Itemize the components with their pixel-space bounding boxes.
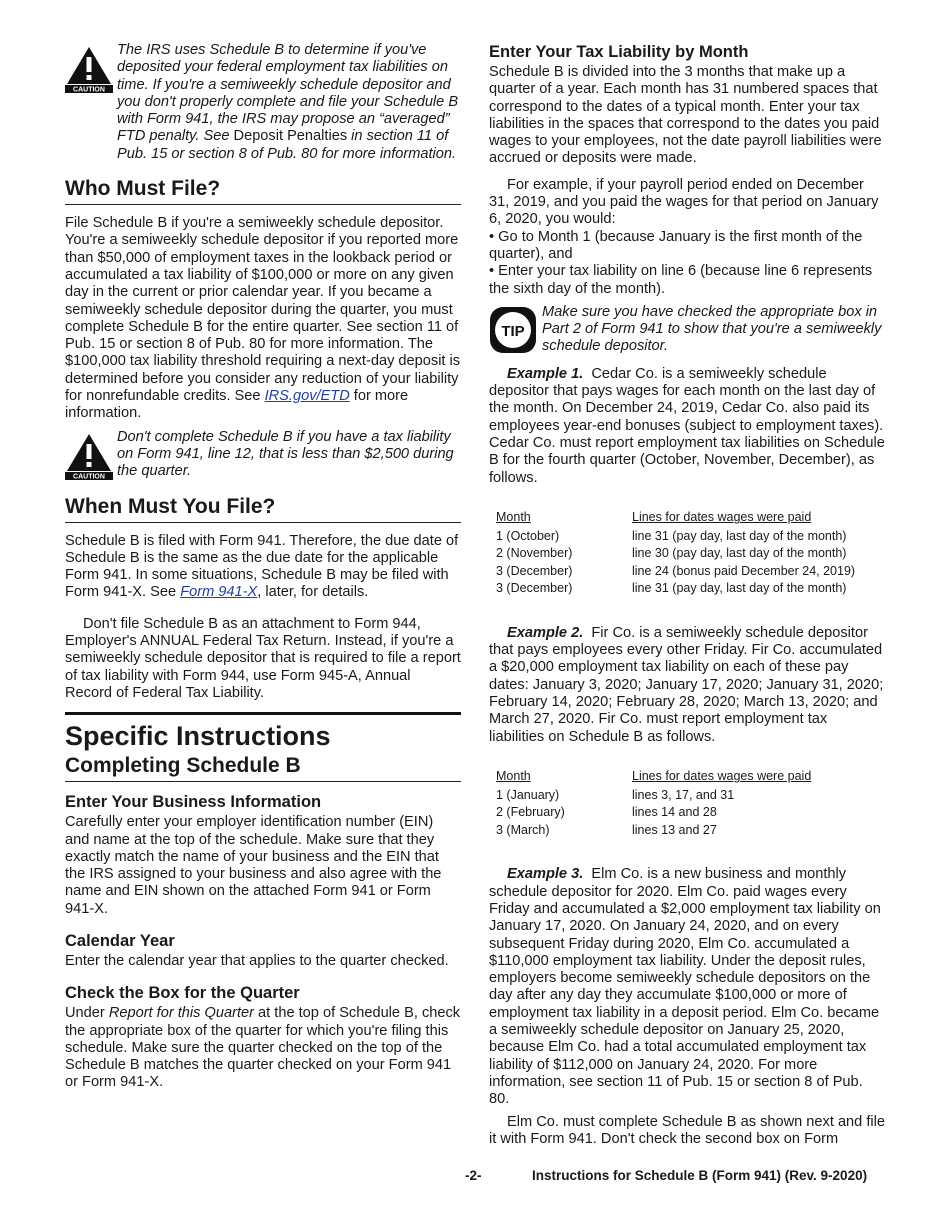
example-3-followup: Elm Co. must complete Schedule B as shown next and file it with Form 941. Don't check the second box on Form	[489, 1113, 886, 1147]
example-2-text: Example 2. Fir Co. is a semiweekly schedule depositor that pays employees every other Friday. Fir Co. accumulated a $20,000 employment tax liability on each of these pay dates: January 3, 2020; January 17, 2020; January 31, 2020; February 14, 2020; February 28, 2020; March 13, 2020; and March 27, 2020. Fir Co. must report employment tax liabilities on Schedule B as follows.	[489, 624, 884, 745]
caution-icon	[65, 45, 113, 93]
tax-liability-text: Schedule B is divided into the 3 months that make up a quarter of a year. Each month has 31 numbered spaces that correspond to the dates of a typical month. Enter your tax liabilities in the spaces that correspond to the dates you paid wages to your employees, not the date payroll liabilities were accrued or deposits were made.	[489, 64, 882, 167]
caution-icon	[65, 432, 113, 480]
table-row: 1 (January) lines 3, 17, and 31	[496, 787, 735, 802]
table-header: Month	[496, 510, 531, 525]
when-must-file-heading: When Must You File?	[65, 495, 461, 523]
form-941x-link[interactable]: Form 941-X	[180, 584, 258, 601]
example-1-text: Example 1. Cedar Co. is a semiweekly schedule depositor that pays wages for each month on the last day of the month. On December 24, 2019, Cedar Co. also paid its employees year-end bonuses (subject to employment taxes). Cedar Co. must report employment tax liabilities on Schedule B for the fourth quarter (October, November, December), as follows.	[489, 365, 885, 486]
svg-text:TIP: TIP	[501, 322, 525, 340]
business-info-heading: Enter Your Business Information	[65, 793, 322, 812]
left-column	[65, 42, 461, 1092]
bullet-icon: •	[489, 228, 495, 245]
caution-text: The IRS uses Schedule B to determine if you've deposited your federal employment tax liabilities on time. If you're a semiweekly schedule depositor and you don't properly complete and file your Schedule B with Form 941, the IRS may propose an “averaged” FTD penalty. See Deposit Penalties in section 11 of Pub. 15 or section 8 of Pub. 80 for more information.	[117, 42, 459, 162]
table-row: 2 (November) line 30 (pay day, last day of the month)	[496, 546, 847, 561]
page-number: -2-	[465, 1168, 482, 1183]
table-row: 1 (October) line 31 (pay day, last day of the month)	[496, 528, 847, 543]
example-2-label: Example 2.	[507, 624, 584, 641]
calendar-year-text: Enter the calendar year that applies to the quarter checked.	[65, 952, 449, 969]
table-header: Lines for dates wages were paid	[632, 510, 812, 525]
form-944-text: Don't file Schedule B as an attachment to Form 944, Employer's ANNUAL Federal Tax Return. Instead, if you're a semiweekly schedule depositor that is required to file a report of tax liability with Form 944, use Form 945-A, Annual Record of Federal Tax Liability.	[65, 615, 461, 701]
table-header: Month	[496, 769, 531, 784]
tip-text: Make sure you have checked the appropriate box in Part 2 of Form 941 to show that you're a semiweekly schedule depositor.	[542, 303, 882, 355]
bullet-item: • Go to Month 1 (because January is the first month of the quarter), and	[489, 228, 863, 262]
for-example-text: For example, if your payroll period ended on December 31, 2019, and you paid the wages for that period on January 6, 2020, you would:	[489, 176, 879, 228]
tip-icon	[489, 306, 537, 354]
example-3-label: Example 3.	[507, 866, 584, 883]
bullet-item: • Enter your tax liability on line 6 (because line 6 represents the sixth day of the month).	[489, 263, 873, 297]
table-row: 3 (December) line 24 (bonus paid December 24, 2019)	[496, 563, 856, 578]
table-row: 3 (December) line 31 (pay day, last day of the month)	[496, 581, 847, 596]
who-must-file-heading: Who Must File?	[65, 177, 461, 205]
tax-liability-heading: Enter Your Tax Liability by Month	[489, 43, 749, 61]
when-must-file-text: Schedule B is filed with Form 941. Therefore, the due date of Schedule B is the same as the due date for the applicable Form 941. In some situations, Schedule B may be filed with Form 941-X. See Form 941-X, later, for details.	[65, 532, 459, 601]
table-row: 3 (March) lines 13 and 27	[496, 822, 717, 837]
document-title: Instructions for Schedule B (Form 941) (Rev. 9-2020)	[532, 1168, 868, 1183]
completing-schedule-b-heading: Completing Schedule B	[65, 754, 461, 782]
table-header: Lines for dates wages were paid	[632, 769, 812, 784]
business-info-text: Carefully enter your employer identification number (EIN) and name at the top of the schedule. Make sure that they exactly match the name of your business and the EIN that the IRS assigned to your business and also agree with the name and EIN shown on the attached Form 941 or Form 941-X.	[65, 814, 442, 917]
bullet-icon: •	[489, 263, 495, 280]
right-column	[489, 42, 886, 1148]
who-must-file-text: File Schedule B if you're a semiweekly schedule depositor. You're a semiweekly schedule depositor if you reported more than $50,000 of employment taxes in the lookback period or accumulated a tax liability of $100,000 or more on any given day in the current or prior calendar year. If you became a semiweekly schedule depositor during the quarter, you must complete Schedule B for the entire quarter. See section 11 of Pub. 15 or section 8 of Pub. 80 for more information. The $100,000 tax liability threshold requiring a next-day deposit is determined before you consider any reduction of your liability for nonrefundable credits. See IRS.gov/ETD for more information.	[65, 215, 461, 422]
quarter-text: Under Report for this Quarter at the top of Schedule B, check the appropriate box of the quarter for which you're filing this schedule. Make sure the quarter checked on the top of the Schedule B matches the quarter checked on your Form 941 or Form 941-X.	[65, 1005, 461, 1091]
example-1-label: Example 1.	[507, 365, 584, 382]
example-3-text: Example 3. Elm Co. is a new business and monthly schedule depositor for 2020. Elm Co. paid wages every Friday and accumulated a $2,000 employment tax liability on January 17, 2020. On January 24, 2020, and on every subsequent Friday during 2020, Elm Co. accumulated a $110,000 employment tax liability. Under the deposit rules, employers become semiweekly schedule depositors on the day after any day they accumulate $100,000 or more of employment tax liability in a deposit period. Elm Co. became a semiweekly schedule depositor on January 25, 2020, because Elm Co. had a total accumulated employment tax liability of $112,000 on January 24, 2020. For more information, see section 11 of Pub. 15 or section 8 of Pub. 80.	[489, 866, 881, 1108]
svg-text:CAUTION: CAUTION	[73, 473, 105, 480]
specific-instructions-heading: Specific Instructions	[65, 712, 461, 752]
svg-text:CAUTION: CAUTION	[73, 86, 105, 93]
caution-note-ftd-penalty	[65, 42, 461, 163]
table-row: 2 (February) lines 14 and 28	[496, 805, 717, 820]
caution-text: Don't complete Schedule B if you have a tax liability on Form 941, line 12, that is less than $2,500 during the quarter.	[117, 428, 454, 480]
caution-note-threshold	[65, 429, 461, 481]
example-2-table	[496, 768, 811, 839]
quarter-heading: Check the Box for the Quarter	[65, 984, 300, 1003]
irs-etd-link[interactable]: IRS.gov/ETD	[264, 388, 350, 405]
tip-note	[489, 304, 886, 356]
example-1-table	[496, 509, 855, 597]
calendar-year-heading: Calendar Year	[65, 931, 175, 950]
